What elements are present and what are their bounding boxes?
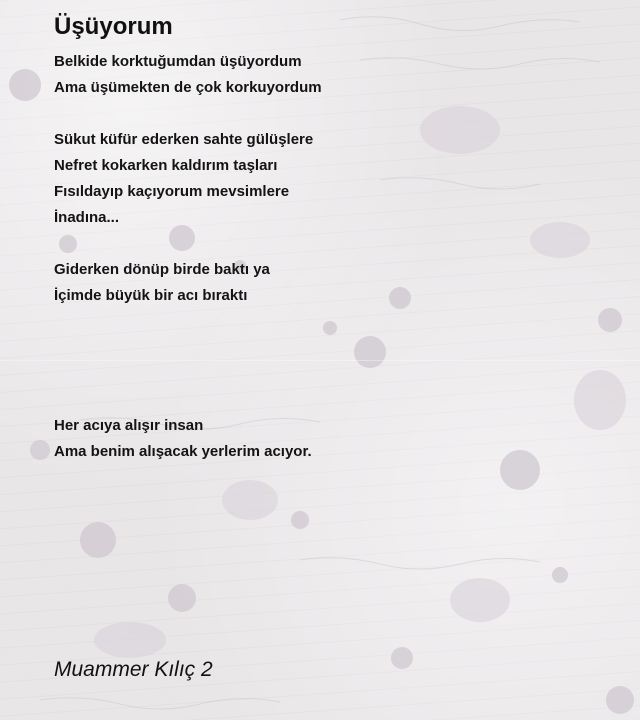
- stanza-gap: [54, 231, 620, 257]
- poem-container: [54, 10, 620, 465]
- stanza-gap: [54, 387, 620, 413]
- stanza-gap: [54, 101, 620, 127]
- stanza-gap: [54, 309, 620, 335]
- stanza-gap: [54, 361, 620, 387]
- poem-line: Sükut küfür ederken sahte gülüşlere: [54, 131, 314, 148]
- stanza-3: [54, 257, 620, 309]
- stanza-1: [54, 49, 620, 101]
- poem-line: Her acıya alışır insan: [54, 417, 204, 434]
- poem-line: Ama üşümekten de çok korkuyordum: [54, 79, 322, 96]
- poem-line: Nefret kokarken kaldırım taşları: [54, 157, 278, 174]
- stanza-2: [54, 127, 620, 231]
- poem-line: Belkide korktuğumdan üşüyordum: [54, 53, 302, 70]
- stanza-gap: [54, 335, 620, 361]
- poem-line: Fısıldayıp kaçıyorum mevsimlere: [54, 183, 290, 200]
- poem-line: İnadına...: [54, 209, 120, 226]
- poem-line: İçimde büyük bir acı bıraktı: [54, 287, 248, 304]
- poem-line: Giderken dönüp birde baktı ya: [54, 261, 270, 278]
- poem-title: Üşüyorum: [54, 13, 173, 40]
- poem-author: Muammer Kılıç 2: [54, 658, 213, 681]
- stanza-4: [54, 413, 620, 465]
- poem-line: Ama benim alışacak yerlerim acıyor.: [54, 443, 312, 460]
